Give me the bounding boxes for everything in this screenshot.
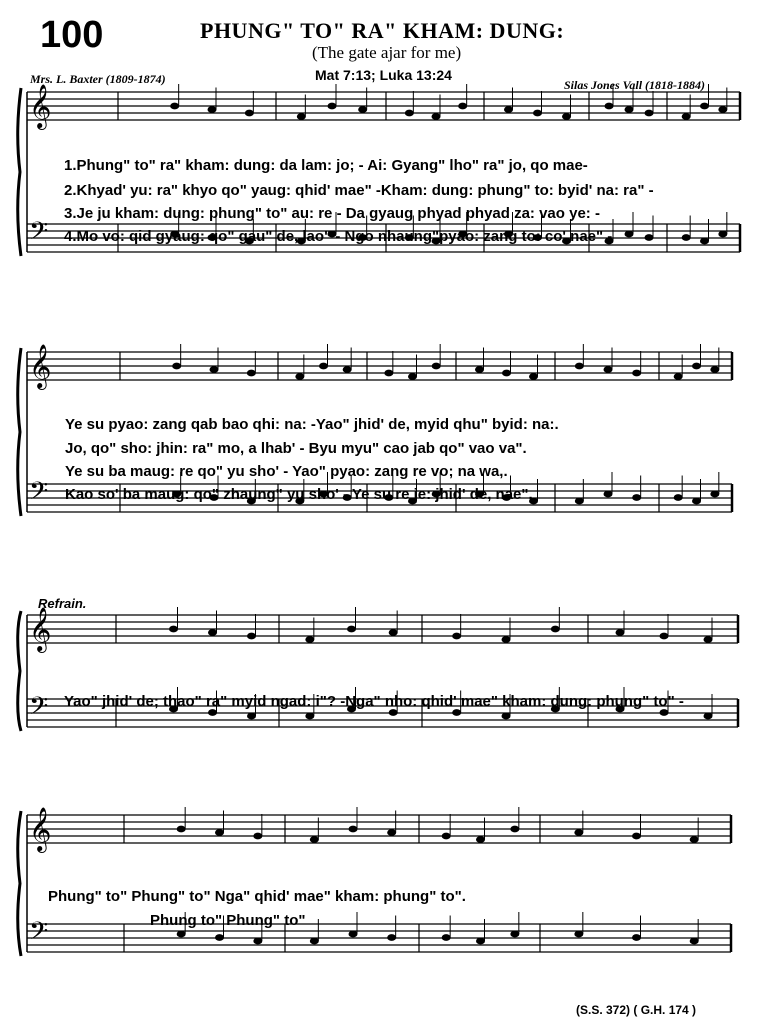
note-head <box>476 836 485 843</box>
treble-clef-icon: 𝄞 <box>29 84 52 128</box>
note-head <box>349 826 358 833</box>
note-head <box>343 366 352 373</box>
lyric-line: Phung" to" Phung" to" Nga" qhid' mae" kham: phung" to". <box>48 888 466 905</box>
system-bracket <box>18 88 21 256</box>
note-head <box>625 231 634 238</box>
scripture-reference: Mat 7:13; Luka 13:24 <box>315 67 452 83</box>
bass-clef-icon: 𝄢 <box>29 692 49 727</box>
hymn-title: PHUNG" TO" RA" KHAM: DUNG: <box>200 18 565 43</box>
note-head <box>704 713 713 720</box>
note-head <box>700 238 709 245</box>
note-head <box>575 363 584 370</box>
note-head <box>297 113 306 120</box>
note-head <box>504 106 513 113</box>
treble-clef-icon: 𝄞 <box>29 807 52 851</box>
note-head <box>510 826 519 833</box>
system-bracket <box>18 611 21 731</box>
note-head <box>247 633 256 640</box>
lyric-line: 1.Phung" to" ra" kham: dung: da lam: jo; - Ai: Gyang" lho" ra" jo, qo mae- <box>64 157 588 174</box>
note-head <box>245 110 254 117</box>
note-head <box>169 626 178 633</box>
note-head <box>476 938 485 945</box>
note-head <box>700 103 709 110</box>
note-head <box>502 370 511 377</box>
note-head <box>387 934 396 941</box>
note-head <box>387 829 396 836</box>
note-head <box>305 636 314 643</box>
note-head <box>475 366 484 373</box>
note-head <box>575 498 584 505</box>
note-head <box>432 113 441 120</box>
note-head <box>533 110 542 117</box>
note-head <box>551 626 560 633</box>
note-head <box>710 491 719 498</box>
treble-clef-icon: 𝄞 <box>29 344 52 388</box>
lyric-line: Ye su ba maug: re qo" yu sho' - Yao" pyao: zang re vo; na wa,. <box>65 463 508 480</box>
note-head <box>208 629 217 636</box>
composer-credit: Silas Jones Vall (1818-1884) <box>564 78 706 92</box>
note-head <box>452 633 461 640</box>
note-head <box>172 363 181 370</box>
note-head <box>682 113 691 120</box>
bass-clef-icon: 𝄢 <box>29 217 49 252</box>
lyric-line: Yao" jhid' de; thao" ra" myid ngad: i"? -Nga" nho: qhid' mae" kham: dung: phung" to" - <box>64 693 684 710</box>
lyric-line: Phung to" Phung" to" <box>150 912 306 929</box>
lyric-line: Jo, qo" sho: jhin: ra" mo, a lhab' - Byu myu" cao jab qo" vao va". <box>65 440 527 457</box>
note-head <box>442 934 451 941</box>
note-head <box>358 106 367 113</box>
hymn-number: 100 <box>40 14 104 56</box>
note-head <box>692 498 701 505</box>
note-head <box>502 713 511 720</box>
note-head <box>660 709 669 716</box>
note-head <box>405 110 414 117</box>
note-head <box>704 636 713 643</box>
system-bracket <box>18 348 21 516</box>
note-head <box>177 826 186 833</box>
note-head <box>177 931 186 938</box>
lyric-line: 3.Je ju kham: dung: phung" to" au: re - Da gyaug phyad phyad za: vao ye: - <box>64 205 600 222</box>
note-head <box>253 833 262 840</box>
note-head <box>605 103 614 110</box>
note-head <box>215 934 224 941</box>
note-head <box>674 373 683 380</box>
note-head <box>710 366 719 373</box>
hymnal-reference: (S.S. 372) ( G.H. 174 ) <box>576 1003 697 1017</box>
note-head <box>247 713 256 720</box>
note-head <box>208 709 217 716</box>
note-head <box>389 709 398 716</box>
lyric-line: 2.Khyad' yu: ra" khyo qo" yaug: qhid' mae" -Kham: dung: phung" to: byid' na: ra" - <box>64 182 654 199</box>
bass-clef-icon: 𝄢 <box>29 477 49 512</box>
note-head <box>215 829 224 836</box>
note-head <box>442 833 451 840</box>
note-head <box>458 103 467 110</box>
hymn-subtitle: (The gate ajar for me) <box>312 43 462 62</box>
note-head <box>632 934 641 941</box>
note-head <box>604 491 613 498</box>
note-head <box>682 234 691 241</box>
note-head <box>690 938 699 945</box>
note-head <box>645 110 654 117</box>
note-head <box>660 633 669 640</box>
note-head <box>692 363 701 370</box>
note-head <box>170 103 179 110</box>
refrain-label: Refrain. <box>38 596 87 611</box>
note-head <box>389 629 398 636</box>
note-head <box>510 931 519 938</box>
note-head <box>529 373 538 380</box>
note-head <box>319 363 328 370</box>
note-head <box>432 363 441 370</box>
lyric-line: 4.Mo vo: qid gyaug: qo" gau" de, lao" - Ngo nhaung"pyao: zang to: co' nae" - <box>64 228 613 245</box>
note-head <box>574 931 583 938</box>
note-head <box>408 373 417 380</box>
note-head <box>295 373 304 380</box>
note-head <box>718 231 727 238</box>
note-head <box>452 709 461 716</box>
note-head <box>625 106 634 113</box>
note-head <box>502 636 511 643</box>
note-head <box>349 931 358 938</box>
note-head <box>574 829 583 836</box>
note-head <box>718 106 727 113</box>
note-head <box>562 113 571 120</box>
treble-clef-icon: 𝄞 <box>29 607 52 651</box>
note-head <box>310 836 319 843</box>
note-head <box>690 836 699 843</box>
note-head <box>674 494 683 501</box>
lyricist-credit: Mrs. L. Baxter (1809-1874) <box>30 72 166 86</box>
note-head <box>347 626 356 633</box>
note-head <box>632 833 641 840</box>
note-head <box>328 103 337 110</box>
note-head <box>616 629 625 636</box>
note-head <box>384 370 393 377</box>
note-head <box>645 234 654 241</box>
note-head <box>247 370 256 377</box>
note-head <box>604 366 613 373</box>
note-head <box>253 938 262 945</box>
note-head <box>632 494 641 501</box>
system-bracket <box>18 811 21 956</box>
note-head <box>210 366 219 373</box>
note-head <box>310 938 319 945</box>
bass-clef-icon: 𝄢 <box>29 917 49 952</box>
note-head <box>305 713 314 720</box>
note-head <box>208 106 217 113</box>
note-head <box>632 370 641 377</box>
lyric-line: Ye su pyao: zang qab bao qhi: na: -Yao" jhid' de, myid qhu" byid: na:. <box>65 416 559 433</box>
lyric-line: Kao so' ba maug: qo" zhaung" yu sho' - Ye su re je: jhid' de, nae". <box>65 486 533 503</box>
